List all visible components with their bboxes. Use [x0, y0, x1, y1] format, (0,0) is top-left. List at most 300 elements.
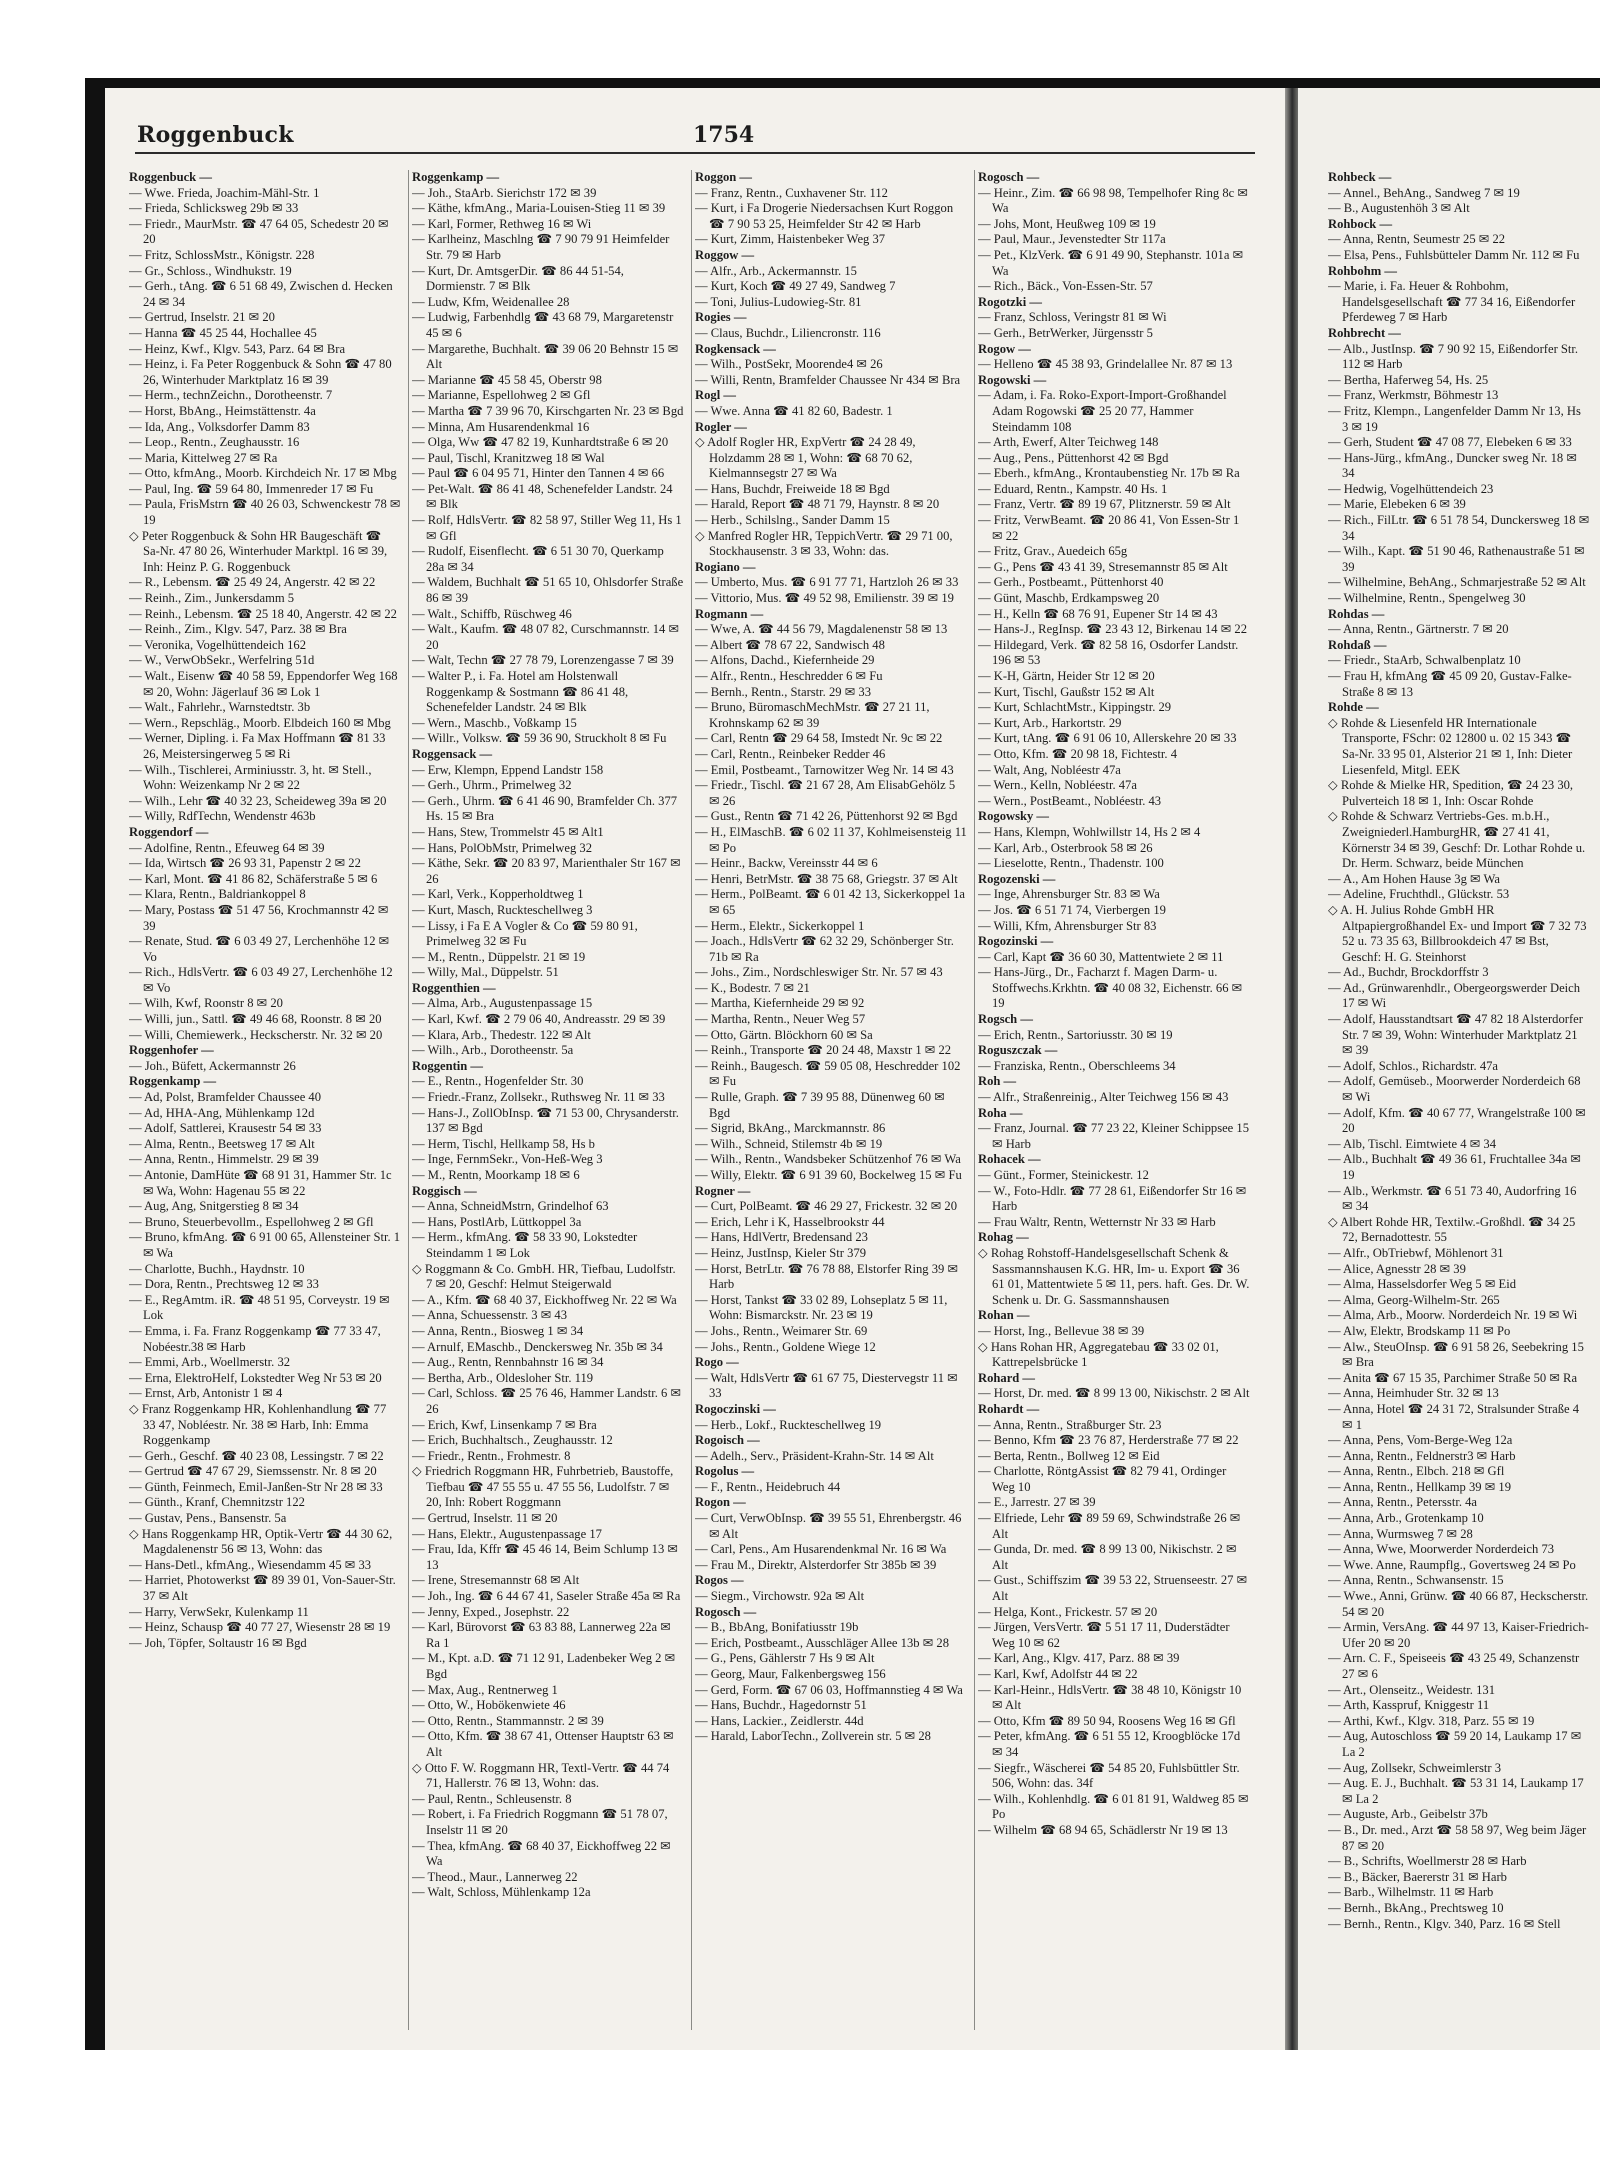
directory-entry: — Harriet, Photowerkst ☎ 89 39 01, Von-Sauer-Str. 37 ✉ Alt	[129, 1573, 396, 1604]
directory-entry: — Adolf, Gemüseb., Moorwerder Norderdeich 68 ✉ Wi	[1328, 1074, 1581, 1105]
directory-entry: — Karlheinz, Maschlng ☎ 7 90 79 91 Heimfelder Str. 79 ✉ Harb	[412, 232, 670, 262]
directory-entry: — Dora, Rentn., Prechtsweg 12 ✉ 33	[129, 1277, 319, 1292]
directory-entry: — Elsa, Pens., Fuhlsbütteler Damm Nr. 112 ✉ Fu	[1328, 247, 1580, 262]
surname-heading: Rogoczinski —	[695, 1401, 776, 1416]
directory-entry: — Henri, BetrMstr. ☎ 38 75 68, Griegstr. 37 ✉ Alt	[695, 871, 958, 886]
directory-entry: — Walt, Schloss, Mühlenkamp 12a	[412, 1885, 591, 1900]
directory-entry: — Bruno, Steuerbevollm., Espellohweg 2 ✉ Gfl	[129, 1214, 374, 1229]
directory-entry: — Horst, BetrLtr. ☎ 76 78 88, Elstorfer Ring 39 ✉ Harb	[695, 1261, 959, 1292]
directory-entry: — Alma, Hasselsdorfer Weg 5 ✉ Eid	[1328, 1277, 1517, 1292]
directory-entry: — H., Kelln ☎ 68 76 91, Eupener Str 14 ✉ 43	[978, 606, 1218, 621]
surname-heading: Rohbohm —	[1328, 263, 1397, 278]
surname-heading: Rogowsky —	[978, 809, 1050, 824]
directory-entry: — G., Pens, Gählerstr 7 Hs 9 ✉ Alt	[695, 1651, 875, 1666]
directory-entry: — Marie, Elebeken 6 ✉ 39	[1328, 497, 1466, 512]
directory-entry: — Aug. E. J., Buchhalt. ☎ 53 31 14, Laukamp 17 ✉ La 2	[1328, 1776, 1584, 1806]
directory-entry: — B., BbAng, Bonifatiusstr 19b	[695, 1620, 859, 1635]
business-listing: ◇ Otto F. W. Roggmann HR, Textl-Vertr. ☎ 44 74 71, Hallerstr. 76 ✉ 13, Wohn: das.	[412, 1760, 670, 1791]
directory-entry: — Klara, Arb., Thedestr. 122 ✉ Alt	[412, 1027, 591, 1042]
surname-heading: Roggon —	[695, 170, 753, 184]
directory-entry: — Ida, Ang., Volksdorfer Damm 83	[129, 419, 310, 434]
directory-entry: — Hans, PostlArb, Lüttkoppel 3a	[412, 1214, 582, 1229]
directory-entry: — M., Rentn., Düppelstr. 21 ✉ 19	[412, 949, 586, 964]
business-listing: ◇ Peter Roggenbuck & Sohn HR Baugeschäft ☎ Sa-Nr. 47 80 26, Winterhuder Marktpl. 16 ✉ 39, Inh: Heinz P. G. Roggenbuck	[129, 528, 388, 574]
directory-entry: — Rulle, Graph. ☎ 7 39 95 88, Dünenweg 60 ✉ Bgd	[695, 1090, 945, 1120]
business-listing: ◇ Albert Rohde HR, Textilw.-Großhdl. ☎ 34 25 72, Bernadottestr. 55	[1328, 1214, 1576, 1245]
directory-entry: — Hedwig, Vogelhüttendeich 23	[1328, 481, 1494, 496]
directory-entry: — Erw, Klempn, Eppend Landstr 158	[412, 762, 604, 777]
directory-entry: — Ad., Grünwarenhdlr., Obergeorgswerder Deich 17 ✉ Wi	[1328, 980, 1581, 1011]
directory-entry: — Alfr., Rentn., Heschredder 6 ✉ Fu	[695, 669, 883, 683]
directory-entry: — Barb., Wilhelmstr. 11 ✉ Harb	[1328, 1885, 1494, 1900]
directory-entry: — Walt., Fahrlehr., Warnstedtstr. 3b	[129, 700, 311, 715]
directory-entry: — Aug., Rentn, Rennbahnstr 16 ✉ 34	[412, 1355, 604, 1370]
directory-entry: — Anna, Rentn., Feldnerstr3 ✉ Harb	[1328, 1448, 1516, 1463]
directory-column-5	[1328, 170, 1590, 2030]
directory-entry: — Vittorio, Mus. ☎ 49 52 98, Emilienstr. 39 ✉ 19	[695, 591, 954, 606]
directory-entry: — Friedr., Rentn., Frohmestr. 8	[412, 1448, 571, 1463]
directory-entry: — Gertrud, Inselstr. 21 ✉ 20	[129, 310, 275, 325]
directory-entry: — Werner, Dipling. i. Fa Max Hoffmann ☎ 81 33 26, Meistersingerweg 5 ✉ Ri	[129, 731, 386, 761]
directory-entry: — Bernh., Rentn., Starstr. 29 ✉ 33	[695, 684, 872, 699]
directory-entry: — Jenny, Exped., Josephstr. 22	[412, 1604, 570, 1619]
directory-entry: — Bernh., Rentn., Klgv. 340, Parz. 16 ✉ Stell	[1328, 1916, 1561, 1931]
directory-entry: — Hans-J., RegInsp. ☎ 23 43 12, Birkenau 14 ✉ 22	[978, 622, 1247, 637]
directory-entry: — Herm, Tischl, Hellkamp 58, Hs b	[412, 1136, 595, 1151]
directory-entry: — Hans, Klempn, Wohlwillstr 14, Hs 2 ✉ 4	[978, 824, 1201, 839]
directory-entry: — Renate, Stud. ☎ 6 03 49 27, Lerchenhöhe 12 ✉ Vo	[129, 934, 390, 964]
directory-entry: — Gerd, Form. ☎ 67 06 03, Hoffmannstieg 4 ✉ Wa	[695, 1682, 963, 1697]
directory-entry: — Walt, Ang, Nobléestr 47a	[978, 762, 1121, 777]
directory-entry: — Joh., Ing. ☎ 6 44 67 41, Saseler Straße 45a ✉ Ra	[412, 1589, 681, 1604]
surname-heading: Rogolus —	[695, 1464, 755, 1479]
directory-entry: — Kurt, Zimm, Haistenbeker Weg 37	[695, 232, 886, 247]
directory-entry: — Willy, RdfTechn, Wendenstr 463b	[129, 809, 316, 824]
directory-entry: — Willr., Volksw. ☎ 59 36 90, Struckholt 8 ✉ Fu	[412, 731, 667, 746]
surname-heading: Rogl —	[695, 388, 736, 403]
directory-entry: — Karl, Kwf, Adolfstr 44 ✉ 22	[978, 1667, 1138, 1681]
directory-entry: — Berta, Rentn., Bollweg 12 ✉ Eid	[978, 1448, 1160, 1463]
surname-heading: Roggenthien —	[412, 980, 496, 995]
directory-entry: — Arthi, Kwf., Klgv. 318, Parz. 55 ✉ 19	[1328, 1713, 1535, 1728]
directory-entry: — Kurt, SchlachtMstr., Kippingstr. 29	[978, 700, 1172, 715]
directory-entry: — Adolfine, Rentn., Efeuweg 64 ✉ 39	[129, 840, 325, 855]
directory-column-1	[129, 170, 401, 2030]
directory-entry: — Martha, Rentn., Neuer Weg 57	[695, 1012, 866, 1027]
directory-entry: — Alma, Arb., Augustenpassage 15	[412, 996, 593, 1011]
directory-entry: — B., Dr. med., Arzt ☎ 58 58 97, Weg beim Jäger 87 ✉ 20	[1328, 1822, 1587, 1853]
surname-heading: Rohdas —	[1328, 606, 1385, 621]
directory-entry: — Anita ☎ 67 15 35, Parchimer Straße 50 ✉ Ra	[1328, 1370, 1578, 1385]
directory-entry: — Reinh., Lebensm. ☎ 25 18 40, Angerstr. 42 ✉ 22	[129, 606, 397, 621]
directory-entry: — Heinz, i. Fa Peter Roggenbuck & Sohn ☎ 47 80 26, Winterhuder Marktplatz 16 ✉ 39	[129, 357, 392, 387]
directory-entry: — Bruno, BüromaschMechMstr. ☎ 27 21 11, Krohnskamp 62 ✉ 39	[695, 700, 930, 730]
surname-heading: Roggenkamp —	[129, 1074, 217, 1089]
directory-entry: — Willi, Kfm, Ahrensburger Str 83	[978, 918, 1157, 933]
directory-entry: — Eduard, Rentn., Kampstr. 40 Hs. 1	[978, 481, 1168, 496]
directory-entry: — Kurt, Tischl, Gaußstr 152 ✉ Alt	[978, 684, 1155, 699]
directory-entry: — Frau, Ida, Kffr ☎ 45 46 14, Beim Schlump 13 ✉ 13	[412, 1542, 678, 1572]
directory-entry: — B., Schrifts, Woellmerstr 28 ✉ Harb	[1328, 1854, 1527, 1869]
surname-heading: Rogozenski —	[978, 871, 1056, 886]
directory-entry: — Antonie, DamHüte ☎ 68 91 31, Hammer Str. 1c ✉ Wa, Wohn: Hagenau 55 ✉ 22	[129, 1168, 392, 1198]
directory-entry: — Alice, Agnesstr 28 ✉ 39	[1328, 1261, 1466, 1276]
directory-entry: — Franz, Werkmstr, Böhmestr 13	[1328, 388, 1499, 403]
directory-entry: — Reinh., Zim., Klgv. 547, Parz. 38 ✉ Bra	[129, 622, 347, 637]
directory-entry: — Frau Waltr, Rentn, Wetternstr Nr 33 ✉ Harb	[978, 1214, 1216, 1229]
directory-columns	[129, 170, 1269, 2030]
business-listing: ◇ Hans Roggenkamp HR, Optik-Vertr ☎ 44 30 62, Magdalenenstr 56 ✉ 13, Wohn: das	[129, 1526, 393, 1557]
directory-entry: — Wilh, Kwf, Roonstr 8 ✉ 20	[129, 996, 283, 1011]
directory-entry: — Emmi, Arb., Woellmerstr. 32	[129, 1355, 291, 1370]
directory-entry: — Willy, Elektr. ☎ 6 91 39 60, Bockelweg 15 ✉ Fu	[695, 1168, 962, 1182]
directory-entry: — W., VerwObSekr., Werfelring 51d	[129, 653, 315, 668]
directory-entry: — Erich, Buchhaltsch., Zeughausstr. 12	[412, 1433, 613, 1448]
directory-entry: — Paul, Rentn., Schleusenstr. 8	[412, 1791, 572, 1806]
directory-entry: — Karl, Arb., Osterbrook 58 ✉ 26	[978, 840, 1153, 855]
directory-entry: — Franz, Rentn., Cuxhavener Str. 112	[695, 185, 888, 200]
directory-entry: — Reinh., Baugesch. ☎ 59 05 08, Heschredder 102 ✉ Fu	[695, 1058, 961, 1089]
directory-entry: — Arth, Ewerf, Alter Teichweg 148	[978, 435, 1159, 450]
directory-entry: — Gertrud, Inselstr. 11 ✉ 20	[412, 1511, 558, 1526]
directory-entry: — Wilh., Tischlerei, Arminiusstr. 3, ht. ✉ Stell., Wohn: Weizenkamp Nr 2 ✉ 22	[129, 762, 372, 793]
directory-entry: — Heinr., Zim. ☎ 66 98 98, Tempelhofer Ring 8c ✉ Wa	[978, 185, 1248, 216]
directory-entry: — Curt, VerwObInsp. ☎ 39 55 51, Ehrenbergstr. 46 ✉ Alt	[695, 1511, 962, 1541]
directory-entry: — Adolf, Kfm. ☎ 40 67 77, Wrangelstraße 100 ✉ 20	[1328, 1105, 1586, 1136]
directory-entry: — Franz, Schloss, Veringstr 81 ✉ Wi	[978, 310, 1167, 325]
directory-entry: — Rich., FilLtr. ☎ 6 51 78 54, Dunckersweg 18 ✉ 34	[1328, 513, 1590, 543]
directory-entry: — Albert ☎ 78 67 22, Sandwisch 48	[695, 637, 885, 652]
directory-entry: — Leop., Rentn., Zeughausstr. 16	[129, 435, 300, 450]
directory-entry: — Reinh., Transporte ☎ 20 24 48, Maxstr 1 ✉ 22	[695, 1043, 952, 1058]
directory-entry: — Friedr., MaurMstr. ☎ 47 64 05, Schedestr 20 ✉ 20	[129, 216, 389, 247]
directory-entry: — Kurt, Masch, Ruckteschellweg 3	[412, 902, 593, 917]
directory-entry: — Frau H, kfmAng ☎ 45 09 20, Gustav-Falke-Straße 8 ✉ 13	[1328, 669, 1572, 699]
directory-entry: — Sigrid, BkAng., Marckmannstr. 86	[695, 1121, 886, 1136]
surname-heading: Rogmann —	[695, 606, 764, 621]
directory-entry: — Otto, Kfm. ☎ 38 67 41, Ottenser Hauptstr 63 ✉ Alt	[412, 1729, 674, 1759]
directory-entry: — Anna, Wwe, Moorwerder Norderdeich 73	[1328, 1542, 1555, 1557]
directory-entry: — Anna, Rentn., Elbch. 218 ✉ Gfl	[1328, 1464, 1505, 1479]
directory-entry: — Kurt, tAng. ☎ 6 91 06 10, Allerskehre 20 ✉ 33	[978, 731, 1237, 746]
directory-entry: — Adelh., Serv., Präsident-Krahn-Str. 14 ✉ Alt	[695, 1448, 934, 1463]
directory-entry: — Marie, i. Fa. Heuer & Rohbohm, Handelsgesellschaft ☎ 77 34 16, Eißendorfer Pferdeweg 7 ✉ Harb	[1328, 279, 1576, 325]
directory-entry: — Umberto, Mus. ☎ 6 91 77 71, Hartzloh 26 ✉ 33	[695, 575, 959, 590]
directory-entry: — Alb, Tischl. Eimtwiete 4 ✉ 34	[1328, 1136, 1496, 1151]
directory-entry: — Willi, Rentn, Bramfelder Chaussee Nr 434 ✉ Bra	[695, 372, 961, 387]
directory-entry: — Hans, HdlVertr, Bredensand 23	[695, 1230, 868, 1245]
business-listing: ◇ Rohde & Liesenfeld HR Internationale Transporte, FSchr: 02 12800 u. 02 15 343 ☎ Sa-Nr. 33 95 01, Alsterior 21 ✉ 1, Inh: Dieter Liesenfeld, Mitgl. EEK	[1328, 715, 1573, 777]
directory-entry: — Erich, Postbeamt., Ausschläger Allee 13b ✉ 28	[695, 1635, 949, 1650]
surname-heading: Rohde —	[1328, 700, 1379, 715]
directory-entry: — Otto, Gärtn. Blöckhorn 60 ✉ Sa	[695, 1027, 873, 1042]
directory-entry: — Ernst, Arb, Antonistr 1 ✉ 4	[129, 1386, 283, 1401]
directory-entry: — Hans, Buchdr, Freiweide 18 ✉ Bgd	[695, 481, 890, 496]
directory-entry: — Paul, Ing. ☎ 59 64 80, Immenreder 17 ✉ Fu	[129, 481, 374, 496]
facing-page	[1298, 88, 1600, 2050]
directory-entry: — Helga, Kont., Frickestr. 57 ✉ 20	[978, 1604, 1158, 1619]
directory-entry: — Wilhelmine, Rentn., Spengelweg 30	[1328, 591, 1526, 606]
directory-entry: — Otto, Kfm. ☎ 20 98 18, Fichtestr. 4	[978, 746, 1177, 761]
directory-entry: — Theod., Maur., Lannerweg 22	[412, 1869, 578, 1884]
directory-entry: — Art., Olenseitz., Weidestr. 131	[1328, 1682, 1495, 1697]
running-head: Roggenbuck	[137, 122, 294, 148]
directory-entry: — Gustav, Pens., Bansenstr. 5a	[129, 1511, 287, 1526]
surname-heading: Rohag —	[978, 1230, 1029, 1245]
surname-heading: Rogsch —	[978, 1012, 1033, 1027]
directory-entry: — Emil, Postbeamt., Tarnowitzer Weg Nr. 14 ✉ 43	[695, 762, 954, 777]
directory-entry: — Mary, Postass ☎ 51 47 56, Krochmannstr 42 ✉ 39	[129, 902, 389, 933]
directory-entry: — Wilhelmine, BehAng., Schmarjestraße 52 ✉ Alt	[1328, 575, 1586, 590]
directory-entry: — B., Bäcker, Baererstr 31 ✉ Harb	[1328, 1869, 1507, 1884]
surname-heading: Roggow —	[695, 247, 755, 262]
directory-entry: — Rolf, HdlsVertr. ☎ 82 58 97, Stiller Weg 11, Hs 1 ✉ Gfl	[412, 513, 682, 543]
directory-entry: — G., Pens ☎ 43 41 39, Stresemannstr 85 ✉ Alt	[978, 559, 1228, 574]
directory-entry: — Hildegard, Verk. ☎ 82 58 16, Osdorfer Landstr. 196 ✉ 53	[978, 637, 1239, 668]
directory-entry: — Anna, Rentn., Schwansenstr. 15	[1328, 1573, 1504, 1588]
directory-entry: — K-H, Gärtn, Heider Str 12 ✉ 20	[978, 669, 1155, 683]
directory-column-4	[978, 170, 1250, 2030]
directory-entry: — Hans-Jürg., kfmAng., Duncker sweg Nr. 18 ✉ 34	[1328, 450, 1577, 481]
directory-entry: — Alma, Rentn., Beetsweg 17 ✉ Alt	[129, 1136, 315, 1151]
directory-entry: — Gerh., Uhrm. ☎ 6 41 46 90, Bramfelder Ch. 377 Hs. 15 ✉ Bra	[412, 793, 678, 824]
directory-entry: — Hans-J., ZollObInsp. ☎ 71 53 00, Chrysanderstr. 137 ✉ Bgd	[412, 1105, 679, 1136]
directory-entry: — E., RegAmtm. iR. ☎ 48 51 95, Corveystr. 19 ✉ Lok	[129, 1292, 390, 1323]
directory-entry: — Anna, Rentn., Himmelstr. 29 ✉ 39	[129, 1152, 319, 1167]
directory-entry: — Ad, HHA-Ang, Mühlenkamp 12d	[129, 1105, 315, 1120]
directory-entry: — Karl, Verk., Kopperholdtweg 1	[412, 887, 584, 902]
directory-entry: — Alfr., Straßenreinig., Alter Teichweg 156 ✉ 43	[978, 1090, 1229, 1105]
directory-entry: — Johs., Zim., Nordschleswiger Str. Nr. 57 ✉ 43	[695, 965, 943, 980]
directory-entry: — Anna, Schuessenstr. 3 ✉ 43	[412, 1308, 568, 1323]
directory-entry: — Marianne, Espellohweg 2 ✉ Gfl	[412, 388, 591, 403]
directory-entry: — Wwe. Anne, Raumpflg., Govertsweg 24 ✉ Po	[1328, 1557, 1576, 1572]
directory-entry: — E., Jarrestr. 27 ✉ 39	[978, 1495, 1096, 1510]
directory-entry: — Ad, Polst, Bramfelder Chaussee 40	[129, 1090, 322, 1105]
directory-entry: — Anna, Rentn., Biosweg 1 ✉ 34	[412, 1323, 584, 1338]
business-listing: ◇ Friedrich Roggmann HR, Fuhrbetrieb, Baustoffe, Tiefbau ☎ 47 55 55 u. 47 55 56, Ludolfstr. 7 ✉ 20, Inh: Robert Roggmann	[412, 1464, 674, 1510]
directory-entry: — Peter, kfmAng. ☎ 6 51 55 12, Kroogblöcke 17d ✉ 34	[978, 1729, 1241, 1759]
directory-entry: — Aug, Ang, Snitgerstieg 8 ✉ 34	[129, 1199, 299, 1214]
directory-entry: — Heinz, JustInsp, Kieler Str 379	[695, 1245, 867, 1260]
directory-entry: — Claus, Buchdr., Liliencronstr. 116	[695, 325, 881, 340]
directory-entry: — Aug, Zollsekr, Schweimlerstr 3	[1328, 1760, 1501, 1775]
directory-entry: — Margarethe, Buchhalt. ☎ 39 06 20 Behnstr 15 ✉ Alt	[412, 341, 679, 372]
directory-entry: — Kurt, Dr. AmtsgerDir. ☎ 86 44 51-54, Dormienstr. 7 ✉ Blk	[412, 263, 624, 294]
surname-heading: Rogiano —	[695, 559, 756, 574]
directory-entry: — Hans, Buchdr., Hagedornstr 51	[695, 1698, 867, 1713]
business-listing: ◇ Manfred Rogler HR, TeppichVertr. ☎ 29 71 00, Stockhausenstr. 3 ✉ 33, Wohn: das.	[695, 528, 953, 559]
directory-entry: — Fritz, VerwBeamt. ☎ 20 86 41, Von Essen-Str 1 ✉ 22	[978, 513, 1240, 543]
directory-entry: — Johs., Rentn., Goldene Wiege 12	[695, 1339, 876, 1354]
directory-entry: — Alb., Werkmstr. ☎ 6 51 73 40, Audorfring 16 ✉ 34	[1328, 1183, 1577, 1214]
directory-entry: — Günth, Feinmech, Emil-Janßen-Str Nr 28 ✉ 33	[129, 1479, 383, 1494]
directory-entry: — Anna, Rentn., Petersstr. 4a	[1328, 1495, 1478, 1510]
directory-entry: — Hans, Stew, Trommelstr 45 ✉ Alt1	[412, 824, 604, 839]
directory-entry: — Johs., Rentn., Weimarer Str. 69	[695, 1323, 868, 1338]
directory-entry: — Anna, Rentn., Gärtnerstr. 7 ✉ 20	[1328, 622, 1509, 637]
directory-entry: — Thea, kfmAng. ☎ 68 40 37, Eickhoffweg 22 ✉ Wa	[412, 1838, 671, 1869]
business-listing: ◇ A. H. Julius Rohde GmbH HR Altpapiergroßhandel Ex- und Import ☎ 7 32 73 52 u. 73 35 63, Billbrookdeich 47 ✉ Bst, Geschf: H. G. Steinhorst	[1328, 902, 1587, 964]
directory-entry: — Curt, PolBeamt. ☎ 46 29 27, Frickestr. 32 ✉ 20	[695, 1199, 958, 1214]
directory-entry: — Alb., JustInsp. ☎ 7 90 92 15, Eißendorfer Str. 112 ✉ Harb	[1328, 341, 1579, 372]
directory-entry: — Walt., Kaufm. ☎ 48 07 82, Curschmannstr. 14 ✉ 20	[412, 622, 680, 652]
directory-entry: — Bruno, kfmAng. ☎ 6 91 00 65, Allensteiner Str. 1 ✉ Wa	[129, 1230, 401, 1260]
directory-entry: — Harald, Report ☎ 48 71 79, Haynstr. 8 ✉ 20	[695, 497, 940, 512]
directory-entry: — Erich, Lehr i K, Hasselbrookstr 44	[695, 1214, 885, 1229]
directory-entry: — Carl, Pens., Am Husarendenkmal Nr. 16 ✉ Wa	[695, 1542, 947, 1557]
directory-entry: — Friedr., Tischl. ☎ 21 67 28, Am ElisabGehölz 5 ✉ 26	[695, 778, 956, 808]
directory-entry: — Horst, BbAng., Heimstättenstr. 4a	[129, 403, 316, 418]
directory-entry: — Frieda, Schlicksweg 29b ✉ 33	[129, 201, 299, 216]
directory-entry: — Paul, Tischl, Kranitzweg 18 ✉ Wal	[412, 450, 605, 465]
directory-entry: — Paula, FrisMstrn ☎ 40 26 03, Schwenckestr 78 ✉ 19	[129, 497, 401, 528]
directory-entry: — Karl-Heinr., HdlsVertr. ☎ 38 48 10, Königstr 10 ✉ Alt	[978, 1682, 1242, 1713]
directory-entry: — Wilh., Lehr ☎ 40 32 23, Scheideweg 39a ✉ 20	[129, 793, 387, 808]
directory-entry: — Karl, Mont. ☎ 41 86 82, Schäferstraße 5 ✉ 6	[129, 871, 378, 886]
surname-heading: Roh —	[978, 1074, 1017, 1089]
directory-entry: — Gerh., Geschf. ☎ 40 23 08, Lessingstr. 7 ✉ 22	[129, 1448, 384, 1463]
surname-heading: Rogkensack —	[695, 341, 776, 356]
directory-entry: — Alma, Georg-Wilhelm-Str. 265	[1328, 1292, 1500, 1307]
directory-entry: — Fritz, Klempn., Langenfelder Damm Nr 13, Hs 3 ✉ 19	[1328, 403, 1581, 434]
directory-entry: — Kurt, Arb., Harkortstr. 29	[978, 715, 1122, 730]
directory-entry: — Inge, Ahrensburger Str. 83 ✉ Wa	[978, 887, 1160, 902]
directory-entry: — Minna, Am Husarendenkmal 16	[412, 419, 590, 434]
directory-entry: — Walter P., i. Fa. Hotel am Holstenwall Roggenkamp & Sostmann ☎ 86 41 48, Schenefelder Landstr. 24 ✉ Blk	[412, 669, 629, 715]
directory-entry: — Lieselotte, Rentn., Thadenstr. 100	[978, 856, 1164, 871]
directory-entry: — Walt, Techn ☎ 27 78 79, Lorenzengasse 7 ✉ 39	[412, 653, 674, 668]
directory-entry: — Käthe, kfmAng., Maria-Louisen-Stieg 11 ✉ 39	[412, 201, 666, 216]
directory-entry: — Wilh., Kohlenhdlg. ☎ 6 01 81 91, Waldweg 85 ✉ Po	[978, 1791, 1249, 1822]
directory-entry: — Paul, Maur., Jevenstedter Str 117a	[978, 232, 1166, 247]
directory-entry: — Jürgen, VersVertr. ☎ 5 51 17 11, Duderstädter Weg 10 ✉ 62	[978, 1620, 1230, 1650]
directory-entry: — Adolf, Sattlerei, Krausestr 54 ✉ 33	[129, 1121, 322, 1136]
surname-heading: Rohacek —	[978, 1152, 1041, 1167]
directory-entry: — Hans-Detl., kfmAng., Wiesendamm 45 ✉ 33	[129, 1557, 372, 1572]
page-number: 1754	[693, 122, 755, 148]
directory-entry: — Wwe., Anni, Grünw. ☎ 40 66 87, Heckscherstr. 54 ✉ 20	[1328, 1589, 1589, 1619]
directory-entry: — Adeline, Fruchthdl., Glückstr. 53	[1328, 887, 1510, 902]
directory-entry: — Günt, Maschb, Erdkampsweg 20	[978, 591, 1160, 606]
directory-entry: — Horst, Dr. med. ☎ 8 99 13 00, Nikischstr. 2 ✉ Alt	[978, 1386, 1250, 1401]
directory-entry: — Fritz, SchlossMstr., Königstr. 228	[129, 247, 315, 262]
surname-heading: Rogozinski —	[978, 934, 1054, 949]
directory-entry: — Jos. ☎ 6 51 71 74, Vierbergen 19	[978, 902, 1166, 917]
directory-entry: — Hans, Lackier., Zeidlerstr. 44d	[695, 1713, 864, 1728]
directory-entry: — Käthe, Sekr. ☎ 20 83 97, Marienthaler Str 167 ✉ 26	[412, 856, 681, 886]
directory-entry: — Horst, Tankst ☎ 33 02 89, Lohseplatz 5 ✉ 11, Wohn: Bismarckstr. Nr. 23 ✉ 19	[695, 1292, 948, 1323]
directory-entry: — Herm., PolBeamt. ☎ 6 01 42 13, Sickerkoppel 1a ✉ 65	[695, 887, 965, 917]
surname-heading: Roggendorf —	[129, 824, 209, 839]
directory-entry: — Wern., PostBeamt., Nobléestr. 43	[978, 793, 1162, 808]
directory-entry: — Anna, Wurmsweg 7 ✉ 28	[1328, 1526, 1473, 1541]
directory-entry: — Friedr.-Franz, Zollsekr., Ruthsweg Nr. 11 ✉ 33	[412, 1090, 665, 1105]
directory-entry: — Helleno ☎ 45 38 93, Grindelallee Nr. 87 ✉ 13	[978, 357, 1233, 372]
surname-heading: Roguszczak —	[978, 1043, 1058, 1058]
directory-entry: — Anna, SchneidMstrn, Grindelhof 63	[412, 1199, 609, 1214]
surname-heading: Rogoisch —	[695, 1433, 760, 1448]
directory-entry: — Gr., Schloss., Windhukstr. 19	[129, 263, 292, 278]
directory-entry: — Anna, Rentn., Straßburger Str. 23	[978, 1417, 1162, 1432]
business-listing: ◇ Rohag Rohstoff-Handelsgesellschaft Schenk & Sassmannshausen K.G. HR, Im- u. Export ☎ 36 61 01, Mattentwiete 5 ✉ 11, pers. haft. Ges. Dr. W. Schenk u. Dr. G. Sassmannshausen	[978, 1245, 1250, 1307]
directory-entry: — Auguste, Arb., Geibelstr 37b	[1328, 1807, 1488, 1822]
surname-heading: Rogosch —	[978, 170, 1040, 184]
directory-entry: — Irene, Stresemannstr 68 ✉ Alt	[412, 1573, 580, 1588]
directory-entry: — Herb., Lokf., Ruckteschellweg 19	[695, 1417, 882, 1432]
directory-entry: — Klara, Rentn., Baldriankoppel 8	[129, 887, 306, 902]
surname-heading: Rogosch —	[695, 1604, 757, 1619]
directory-column-2	[412, 170, 684, 2030]
directory-entry: — Anna, Heimhuder Str. 32 ✉ 13	[1328, 1386, 1499, 1401]
directory-entry: — Walt, HdlsVertr ☎ 61 67 75, Diestervegstr 11 ✉ 33	[695, 1370, 958, 1401]
directory-entry: — Wern., Maschb., Voßkamp 15	[412, 715, 577, 730]
directory-entry: — Arnulf, EMaschb., Denckersweg Nr. 35b ✉ 34	[412, 1339, 663, 1354]
directory-entry: — Karl, Former, Rethweg 16 ✉ Wi	[412, 216, 592, 231]
directory-entry: — Gerh., BetrWerker, Jürgensstr 5	[978, 325, 1153, 340]
directory-entry: — H., ElMaschB. ☎ 6 02 11 37, Kohlmeisensteig 11 ✉ Po	[695, 824, 967, 855]
directory-page	[105, 88, 1285, 2050]
surname-heading: Rogler —	[695, 419, 747, 434]
directory-entry: — Charlotte, Buchh., Haydnstr. 10	[129, 1261, 305, 1276]
directory-entry: — Karl, Kwf. ☎ 2 79 06 40, Andreasstr. 29 ✉ 39	[412, 1012, 666, 1027]
business-listing: ◇ Roggmann & Co. GmbH. HR, Tiefbau, Ludolfstr. 7 ✉ 20, Geschf: Helmut Steigerwald	[412, 1261, 676, 1292]
surname-heading: Rogies —	[695, 310, 747, 325]
directory-entry: — Wilh., PostSekr, Moorende4 ✉ 26	[695, 357, 883, 372]
directory-entry: — Otto, Rentn., Stammannstr. 2 ✉ 39	[412, 1713, 604, 1728]
directory-entry: — Erich, Rentn., Sartoriusstr. 30 ✉ 19	[978, 1027, 1173, 1042]
directory-entry: — Wwe, A. ☎ 44 56 79, Magdalenenstr 58 ✉ 13	[695, 622, 948, 637]
business-listing: ◇ Franz Roggenkamp HR, Kohlenhandlung ☎ 77 33 47, Nobléestr. Nr. 38 ✉ Harb, Inh: Emma Roggenkamp	[129, 1401, 387, 1448]
directory-entry: — Heinz, Schausp ☎ 40 77 27, Wiesenstr 28 ✉ 19	[129, 1620, 391, 1635]
directory-entry: — Erich, Kwf, Linsenkamp 7 ✉ Bra	[412, 1417, 597, 1432]
directory-entry: — Adolf, Hausstandtsart ☎ 47 82 18 Alsterdorfer Str. 7 ✉ 39, Wohn: Winterhuder Marktplatz 21 ✉ 39	[1328, 1012, 1583, 1058]
directory-entry: — Willi, Chemiewerk., Heckscherstr. Nr. 32 ✉ 20	[129, 1027, 383, 1042]
directory-entry: — B., Augustenhöh 3 ✉ Alt	[1328, 201, 1470, 216]
directory-entry: — Alw, Elektr, Brodskamp 11 ✉ Po	[1328, 1323, 1511, 1338]
directory-entry: — Gunda, Dr. med. ☎ 8 99 13 00, Nikischstr. 2 ✉ Alt	[978, 1542, 1237, 1572]
directory-entry: — Joh., StaArb. Sierichstr 172 ✉ 39	[412, 185, 597, 200]
directory-entry: — Wern., Kelln, Nobléestr. 47a	[978, 778, 1137, 793]
directory-entry: — Ludw, Kfm, Weidenallee 28	[412, 294, 570, 309]
directory-entry: — Aug., Pens., Püttenhorst 42 ✉ Bgd	[978, 450, 1169, 465]
surname-heading: Roha —	[978, 1105, 1023, 1120]
directory-entry: — Wwe. Frieda, Joachim-Mähl-Str. 1	[129, 185, 320, 200]
surname-heading: Rohardt —	[978, 1401, 1040, 1416]
directory-entry: — Wilh., Arb., Dorotheenstr. 5a	[412, 1043, 574, 1058]
directory-entry: — Martha ☎ 7 39 96 70, Kirschgarten Nr. 23 ✉ Bgd	[412, 403, 684, 418]
directory-entry: — Bertha, Arb., Oldesloher Str. 119	[412, 1370, 594, 1385]
directory-entry: — F., Rentn., Heidebruch 44	[695, 1479, 841, 1494]
surname-heading: Rohan —	[978, 1308, 1030, 1323]
directory-entry: — Wern., Repschläg., Moorb. Elbdeich 160 ✉ Mbg	[129, 715, 391, 730]
directory-entry: — Eberh., kfmAng., Krontaubenstieg Nr. 17b ✉ Ra	[978, 466, 1240, 481]
directory-entry: — R., Lebensm. ☎ 25 49 24, Angerstr. 42 ✉ 22	[129, 575, 376, 590]
directory-entry: — Marianne ☎ 45 58 45, Oberstr 98	[412, 372, 602, 387]
directory-entry: — Reinh., Zim., Junkersdamm 5	[129, 591, 295, 606]
directory-entry: — Alb., Buchhalt ☎ 49 36 61, Fruchtallee 34a ✉ 19	[1328, 1152, 1581, 1182]
surname-heading: Roggentin —	[412, 1058, 484, 1073]
surname-heading: Roggenkamp —	[412, 170, 500, 184]
directory-entry: — Otto, W., Hobökenwiete 46	[412, 1698, 566, 1713]
directory-entry: — Alfr., Arb., Ackermannstr. 15	[695, 263, 857, 278]
directory-entry: — Armin, VersAng. ☎ 44 97 13, Kaiser-Friedrich-Ufer 20 ✉ 20	[1328, 1620, 1589, 1650]
directory-entry: — Robert, i. Fa Friedrich Roggmann ☎ 51 78 07, Inselstr 11 ✉ 20	[412, 1807, 668, 1837]
surname-heading: Roggensack —	[412, 746, 493, 761]
directory-entry: — Willi, jun., Sattl. ☎ 49 46 68, Roonstr. 8 ✉ 20	[129, 1012, 382, 1027]
directory-entry: — Willy, Mal., Düppelstr. 51	[412, 965, 559, 980]
directory-entry: — Joh., Büfett, Ackermannstr 26	[129, 1058, 296, 1073]
